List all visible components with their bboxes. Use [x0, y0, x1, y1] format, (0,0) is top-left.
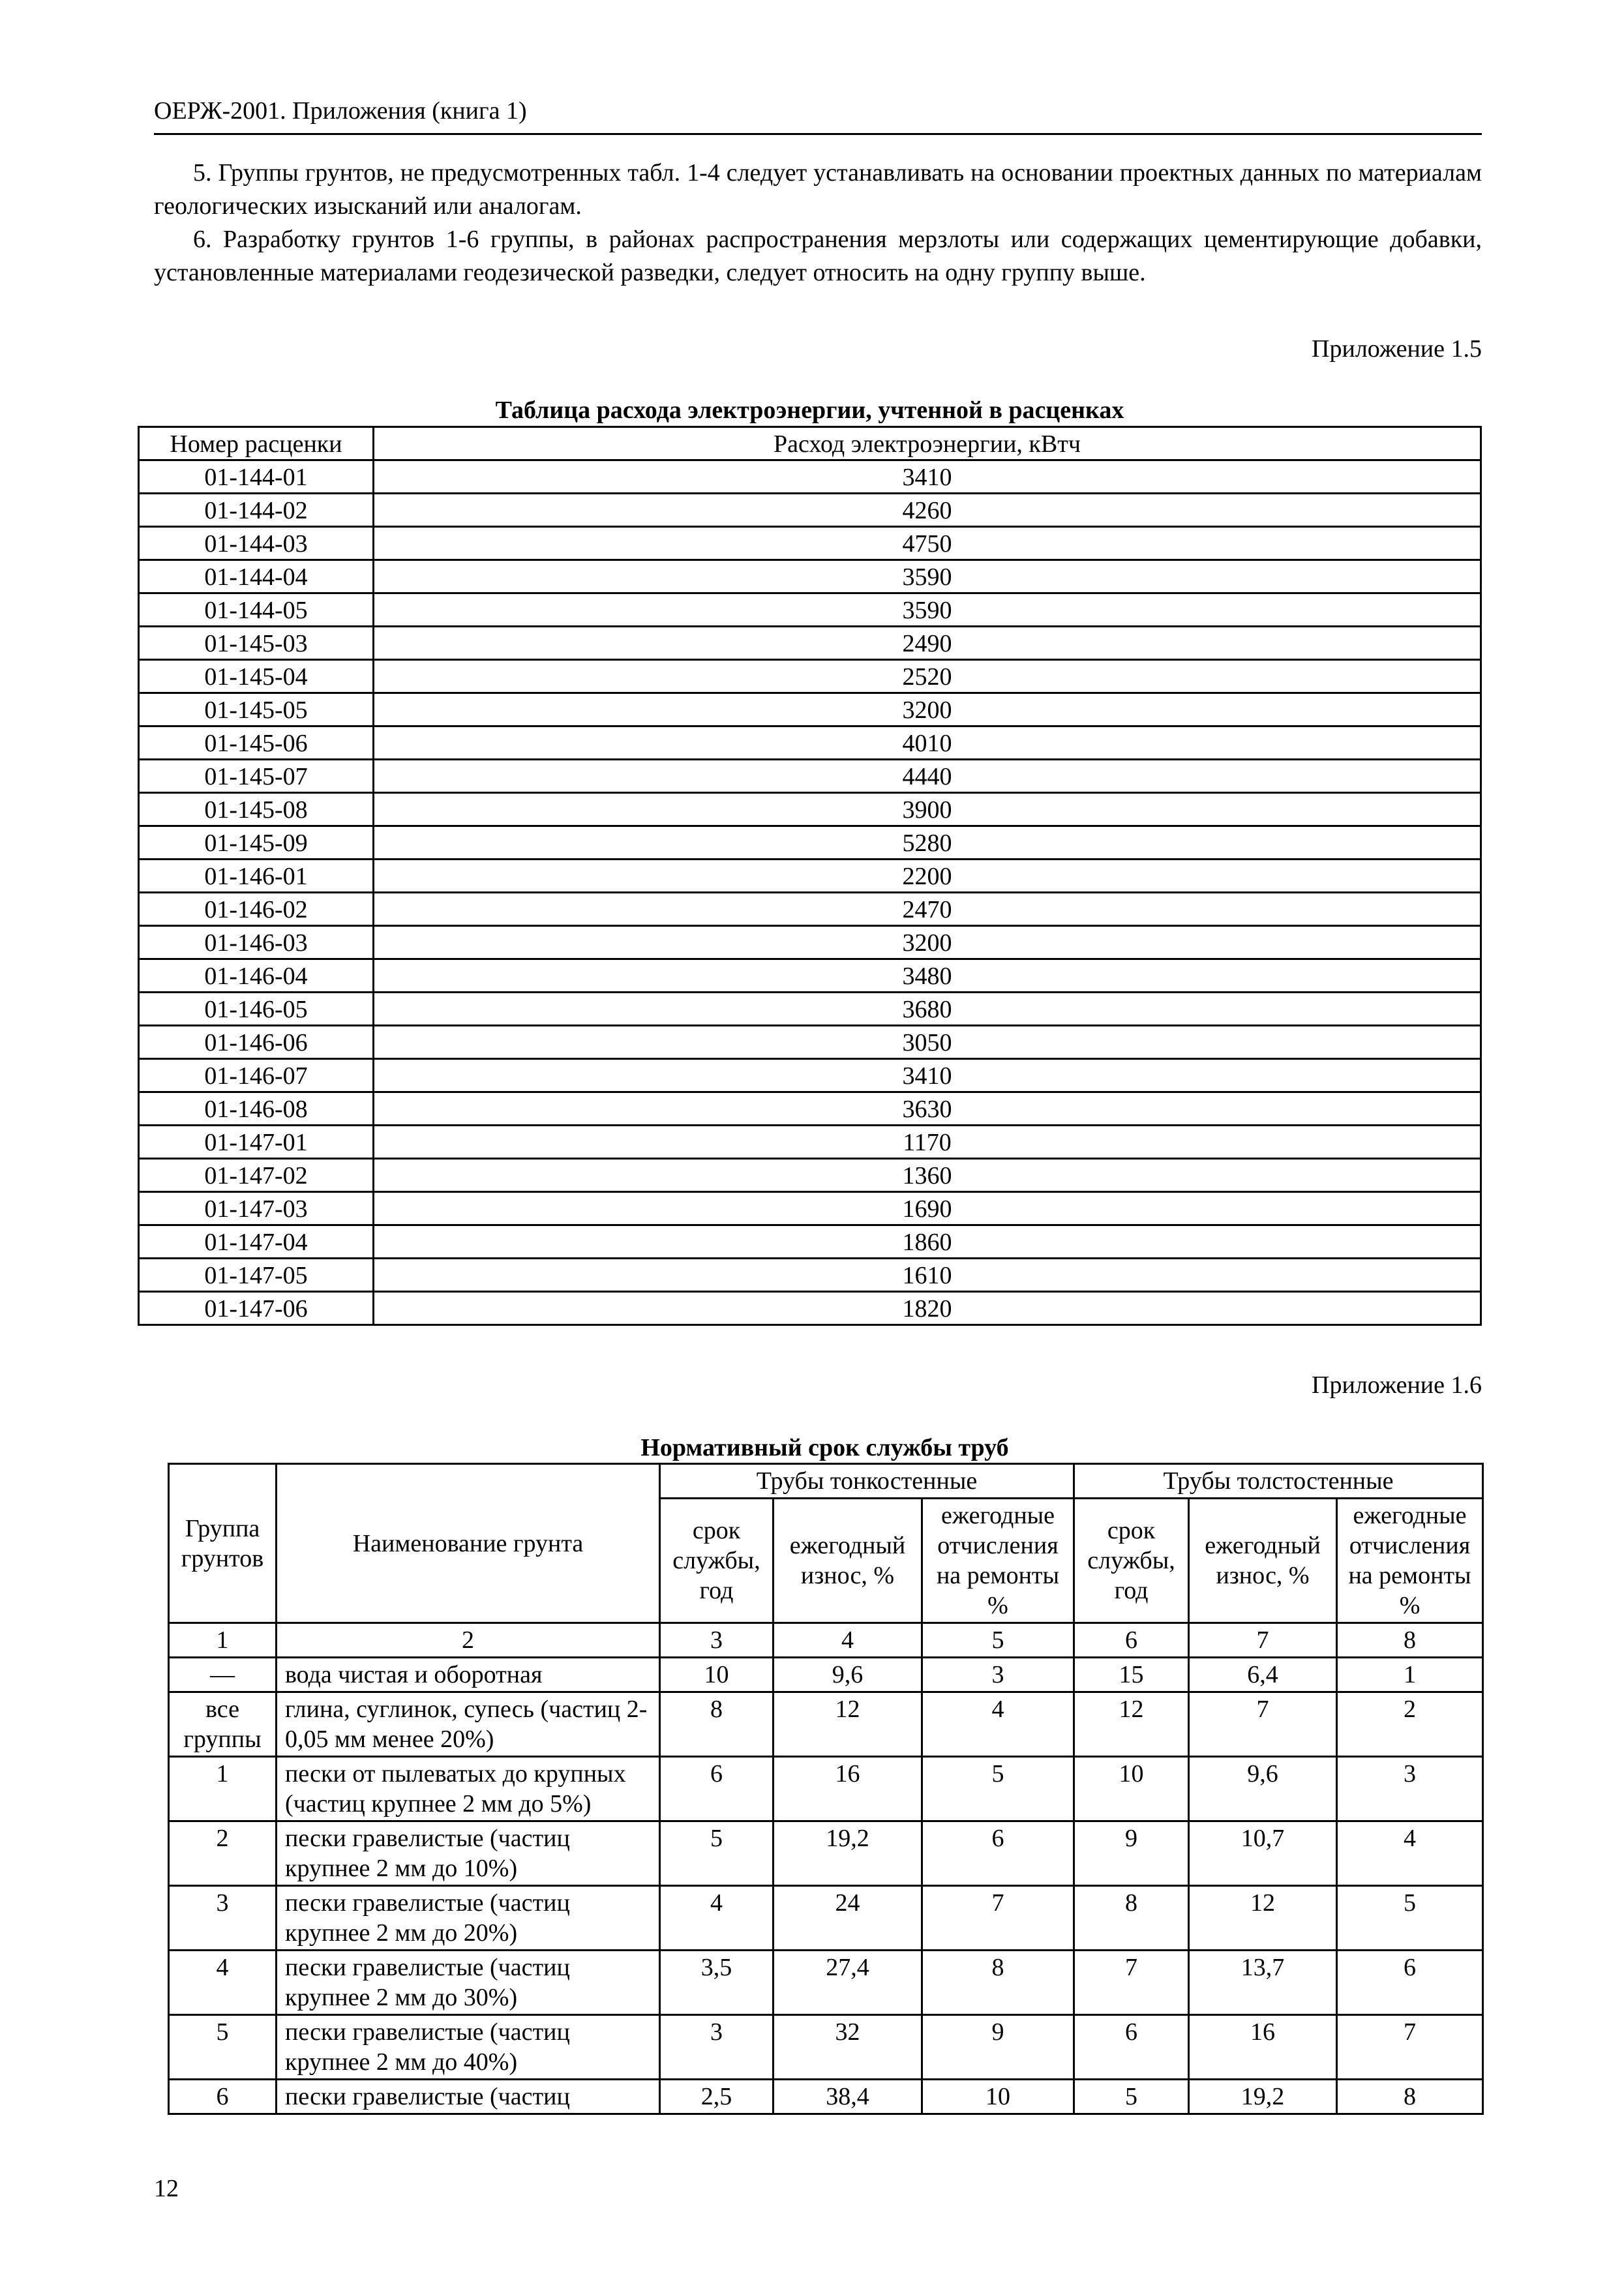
thick-wear-cell: 7 [1189, 1692, 1337, 1757]
thin-wear-cell: 12 [774, 1692, 922, 1757]
consumption-cell: 1820 [374, 1292, 1481, 1325]
header-thick-repair-deductions: ежегодные отчисления на ремонты % [1337, 1499, 1483, 1623]
thick-life-cell: 6 [1074, 2015, 1189, 2080]
thin-repair-cell: 7 [922, 1886, 1074, 1951]
thick-repair-cell: 4 [1337, 1821, 1483, 1886]
electricity-table-row [139, 494, 1481, 527]
thin-life-cell: 8 [660, 1692, 774, 1757]
rate-number-cell: 01-146-02 [139, 893, 374, 926]
header-electricity-consumption: Расход электроэнергии, кВтч [374, 427, 1481, 460]
consumption-cell: 2490 [374, 627, 1481, 660]
rate-number-cell: 01-144-03 [139, 527, 374, 560]
header-thick-annual-wear: ежегодный износ, % [1189, 1499, 1337, 1623]
consumption-cell: 2520 [374, 660, 1481, 693]
thin-wear-cell: 24 [774, 1886, 922, 1951]
electricity-table-row [139, 1192, 1481, 1225]
consumption-cell: 3410 [374, 1059, 1481, 1092]
soil-name-cell: пески от пылеватых до крупных (частиц крупнее 2 мм до 5%) [277, 1757, 660, 1821]
electricity-table-row [139, 1026, 1481, 1059]
thin-repair-cell: 4 [922, 1692, 1074, 1757]
thick-life-cell: 15 [1074, 1658, 1189, 1692]
consumption-cell: 3590 [374, 593, 1481, 627]
pipe-table-row [169, 1951, 1483, 2015]
soil-group-cell: 4 [169, 1951, 277, 2015]
header-thin-wall-pipes: Трубы тонкостенные [660, 1464, 1074, 1499]
thick-repair-cell: 1 [1337, 1658, 1483, 1692]
rate-number-cell: 01-147-03 [139, 1192, 374, 1225]
consumption-cell: 3410 [374, 460, 1481, 494]
soil-name-cell: пески гравелистые (частиц [277, 2080, 660, 2114]
thin-wear-cell: 19,2 [774, 1821, 922, 1886]
electricity-table-row [139, 1059, 1481, 1092]
thick-life-cell: 7 [1074, 1951, 1189, 2015]
electricity-table-row [139, 926, 1481, 959]
rate-number-cell: 01-147-05 [139, 1259, 374, 1292]
soil-name-cell: пески гравелистые (частиц крупнее 2 мм до 10%) [277, 1821, 660, 1886]
rate-number-cell: 01-146-06 [139, 1026, 374, 1059]
thin-repair-cell: 8 [922, 1951, 1074, 2015]
thin-repair-cell: 10 [922, 2080, 1074, 2114]
soil-group-cell: все группы [169, 1692, 277, 1757]
electricity-table-row [139, 527, 1481, 560]
pipe-table-header-row-1 [169, 1464, 1483, 1499]
consumption-cell: 3480 [374, 959, 1481, 993]
electricity-table-row [139, 593, 1481, 627]
thick-wear-cell: 10,7 [1189, 1821, 1337, 1886]
consumption-cell: 3200 [374, 693, 1481, 726]
thin-repair-cell: 5 [922, 1757, 1074, 1821]
soil-name-cell: пески гравелистые (частиц крупнее 2 мм до 20%) [277, 1886, 660, 1951]
consumption-cell: 3630 [374, 1092, 1481, 1126]
thick-wear-cell: 6,4 [1189, 1658, 1337, 1692]
pipe-table-row [169, 1757, 1483, 1821]
electricity-table-row [139, 1292, 1481, 1325]
consumption-cell: 4440 [374, 760, 1481, 793]
electricity-table-row [139, 993, 1481, 1026]
soil-name-cell: глина, суглинок, супесь (частиц 2-0,05 мм менее 20%) [277, 1692, 660, 1757]
thick-repair-cell: 7 [1337, 2015, 1483, 2080]
consumption-cell: 3200 [374, 926, 1481, 959]
thin-life-cell: 5 [660, 1821, 774, 1886]
pipe-life-table-title: Нормативный срок службы труб [640, 1434, 1009, 1461]
rate-number-cell: 01-145-08 [139, 793, 374, 826]
thin-repair-cell: 3 [922, 1658, 1074, 1692]
electricity-table-row [139, 1126, 1481, 1159]
header-thick-service-life: срок службы, год [1074, 1499, 1189, 1623]
rate-number-cell: 01-146-01 [139, 860, 374, 893]
soil-name-cell: пески гравелистые (частиц крупнее 2 мм до 40%) [277, 2015, 660, 2080]
rate-number-cell: 01-146-04 [139, 959, 374, 993]
soil-group-cell: 6 [169, 2080, 277, 2114]
rate-number-cell: 01-145-03 [139, 627, 374, 660]
rate-number-cell: 01-146-08 [139, 1092, 374, 1126]
electricity-table-row [139, 760, 1481, 793]
thin-life-cell: 6 [660, 1757, 774, 1821]
running-header: ОЕРЖ-2001. Приложения (книга 1) [154, 97, 527, 125]
electricity-table-row [139, 959, 1481, 993]
rate-number-cell: 01-144-01 [139, 460, 374, 494]
rate-number-cell: 01-145-04 [139, 660, 374, 693]
electricity-table-row [139, 1259, 1481, 1292]
thin-wear-cell: 9,6 [774, 1658, 922, 1692]
thick-repair-cell: 2 [1337, 1692, 1483, 1757]
thin-wear-cell: 16 [774, 1757, 922, 1821]
consumption-cell: 1360 [374, 1159, 1481, 1192]
electricity-table-row [139, 560, 1481, 593]
thick-repair-cell: 3 [1337, 1757, 1483, 1821]
rate-number-cell: 01-147-02 [139, 1159, 374, 1192]
column-number-cell: 1 [169, 1623, 277, 1658]
rate-number-cell: 01-146-03 [139, 926, 374, 959]
electricity-table-row [139, 793, 1481, 826]
pipe-table-row [169, 1886, 1483, 1951]
consumption-cell: 1170 [374, 1126, 1481, 1159]
column-number-cell: 7 [1189, 1623, 1337, 1658]
soil-name-cell: вода чистая и оборотная [277, 1658, 660, 1692]
thick-repair-cell: 8 [1337, 2080, 1483, 2114]
consumption-cell: 3050 [374, 1026, 1481, 1059]
pipe-table-row [169, 2015, 1483, 2080]
header-soil-group: Группа грунтов [169, 1464, 277, 1623]
consumption-cell: 1610 [374, 1259, 1481, 1292]
consumption-cell: 3590 [374, 560, 1481, 593]
consumption-cell: 4260 [374, 494, 1481, 527]
thick-wear-cell: 9,6 [1189, 1757, 1337, 1821]
pipe-table-row [169, 1658, 1483, 1692]
header-thin-repair-deductions: ежегодные отчисления на ремонты % [922, 1499, 1074, 1623]
rate-number-cell: 01-145-05 [139, 693, 374, 726]
electricity-table [138, 426, 1482, 1326]
thick-repair-cell: 5 [1337, 1886, 1483, 1951]
thin-life-cell: 10 [660, 1658, 774, 1692]
thin-wear-cell: 27,4 [774, 1951, 922, 2015]
thick-wear-cell: 12 [1189, 1886, 1337, 1951]
thick-life-cell: 10 [1074, 1757, 1189, 1821]
paragraph-6 [154, 223, 1482, 290]
soil-group-cell: 5 [169, 2015, 277, 2080]
consumption-cell: 1860 [374, 1225, 1481, 1259]
soil-group-cell: 3 [169, 1886, 277, 1951]
thick-repair-cell: 6 [1337, 1951, 1483, 2015]
thin-wear-cell: 38,4 [774, 2080, 922, 2114]
header-thin-annual-wear: ежегодный износ, % [774, 1499, 922, 1623]
soil-name-cell: пески гравелистые (частиц крупнее 2 мм до 30%) [277, 1951, 660, 2015]
rate-number-cell: 01-146-05 [139, 993, 374, 1026]
thick-life-cell: 5 [1074, 2080, 1189, 2114]
electricity-table-row [139, 726, 1481, 760]
column-number-cell: 3 [660, 1623, 774, 1658]
appendix-1-6-label: Приложение 1.6 [1312, 1371, 1482, 1399]
header-rate-number: Номер расценки [139, 427, 374, 460]
electricity-table-row [139, 860, 1481, 893]
paragraph-5-text: 5. Группы грунтов, не предусмотренных табл. 1-4 следует устанавливать на основании проектных данных по материалам геологических изысканий или аналогам. [154, 159, 1482, 220]
electricity-table-row [139, 1092, 1481, 1126]
rate-number-cell: 01-145-09 [139, 826, 374, 860]
column-number-cell: 4 [774, 1623, 922, 1658]
consumption-cell: 4750 [374, 527, 1481, 560]
electricity-table-body [139, 460, 1481, 1325]
appendix-1-5-label: Приложение 1.5 [1312, 335, 1482, 363]
header-thick-wall-pipes: Трубы толстостенные [1074, 1464, 1483, 1499]
column-number-cell: 6 [1074, 1623, 1189, 1658]
rate-number-cell: 01-147-04 [139, 1225, 374, 1259]
electricity-table-row [139, 693, 1481, 726]
rate-number-cell: 01-147-01 [139, 1126, 374, 1159]
column-number-cell: 8 [1337, 1623, 1483, 1658]
thick-life-cell: 12 [1074, 1692, 1189, 1757]
pipe-table-row [169, 1821, 1483, 1886]
consumption-cell: 3680 [374, 993, 1481, 1026]
column-number-cell: 5 [922, 1623, 1074, 1658]
pipe-table-column-numbers-row [169, 1623, 1483, 1658]
soil-group-cell: 2 [169, 1821, 277, 1886]
electricity-table-row [139, 1159, 1481, 1192]
electricity-table-row [139, 627, 1481, 660]
pipe-life-table-body [169, 1623, 1483, 2114]
thick-life-cell: 8 [1074, 1886, 1189, 1951]
thick-wear-cell: 19,2 [1189, 2080, 1337, 2114]
thin-life-cell: 4 [660, 1886, 774, 1951]
electricity-table-row [139, 660, 1481, 693]
pipe-life-table [168, 1463, 1484, 2115]
electricity-table-row [139, 893, 1481, 926]
thin-life-cell: 3,5 [660, 1951, 774, 2015]
electricity-table-row [139, 460, 1481, 494]
consumption-cell: 2200 [374, 860, 1481, 893]
rate-number-cell: 01-145-07 [139, 760, 374, 793]
electricity-table-row [139, 1225, 1481, 1259]
electricity-table-row [139, 826, 1481, 860]
thick-wear-cell: 13,7 [1189, 1951, 1337, 2015]
consumption-cell: 3900 [374, 793, 1481, 826]
thin-life-cell: 3 [660, 2015, 774, 2080]
column-number-cell: 2 [277, 1623, 660, 1658]
thick-life-cell: 9 [1074, 1821, 1189, 1886]
rate-number-cell: 01-144-04 [139, 560, 374, 593]
rate-number-cell: 01-145-06 [139, 726, 374, 760]
header-soil-name: Наименование грунта [277, 1464, 660, 1623]
pipe-table-row [169, 1692, 1483, 1757]
paragraph-6-text: 6. Разработку грунтов 1-6 группы, в районах распространения мерзлоты или содержащих цементирующие добавки, установленные материалами геодезической разведки, следует относить на одну группу выше. [154, 226, 1482, 286]
rate-number-cell: 01-144-05 [139, 593, 374, 627]
consumption-cell: 1690 [374, 1192, 1481, 1225]
thick-wear-cell: 16 [1189, 2015, 1337, 2080]
header-thin-service-life: срок службы, год [660, 1499, 774, 1623]
pipe-table-row [169, 2080, 1483, 2114]
consumption-cell: 2470 [374, 893, 1481, 926]
thin-repair-cell: 6 [922, 1821, 1074, 1886]
soil-group-cell: — [169, 1658, 277, 1692]
page-number: 12 [154, 2175, 179, 2202]
header-rule [154, 133, 1482, 135]
consumption-cell: 4010 [374, 726, 1481, 760]
consumption-cell: 5280 [374, 826, 1481, 860]
paragraph-5 [154, 157, 1482, 223]
rate-number-cell: 01-144-02 [139, 494, 374, 527]
electricity-table-header-row [139, 427, 1481, 460]
thin-life-cell: 2,5 [660, 2080, 774, 2114]
thin-repair-cell: 9 [922, 2015, 1074, 2080]
soil-group-cell: 1 [169, 1757, 277, 1821]
rate-number-cell: 01-147-06 [139, 1292, 374, 1325]
rate-number-cell: 01-146-07 [139, 1059, 374, 1092]
thin-wear-cell: 32 [774, 2015, 922, 2080]
electricity-table-title: Таблица расхода электроэнергии, учтенной в расценках [495, 396, 1124, 424]
